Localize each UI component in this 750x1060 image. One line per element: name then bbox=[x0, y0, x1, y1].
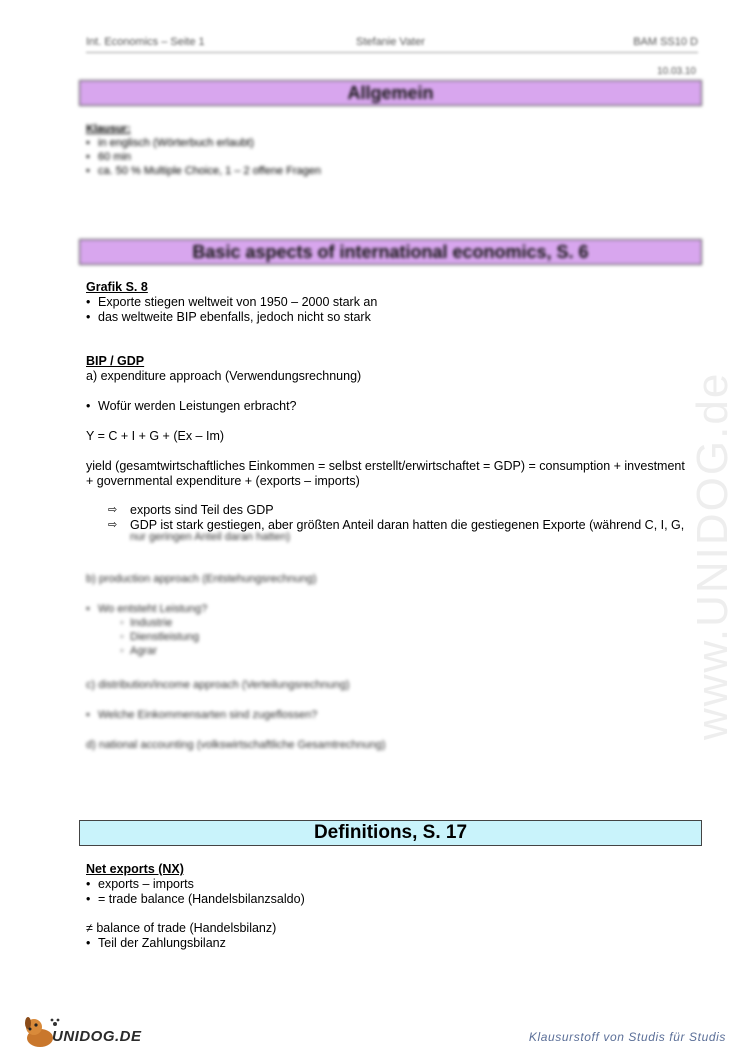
section-title-allgemein: Allgemein bbox=[79, 80, 702, 106]
sub-item: ◦ Agrar bbox=[86, 644, 386, 658]
section-title-definitions: Definitions, S. 17 bbox=[79, 820, 702, 846]
arrow-item: ⇨ GDP ist stark gestiegen, aber größten Anteil daran hatten die gestiegenen Exporte (während C, I, G, bbox=[86, 518, 685, 533]
header-date: 10.03.10 bbox=[657, 66, 696, 77]
logo-text: UNIDOG.DE bbox=[52, 1028, 142, 1045]
grafik-block bbox=[86, 280, 377, 325]
list-item: • Welche Einkommensarten sind zugeflossen? bbox=[86, 708, 386, 722]
klausur-heading: Klausur: bbox=[86, 123, 131, 135]
expenditure-approach: a) expenditure approach (Verwendungsrechnung) bbox=[86, 369, 362, 383]
header-left: Int. Economics – Seite 1 bbox=[86, 36, 205, 48]
footer-tagline: Klausurstoff von Studis für Studis bbox=[528, 1030, 726, 1044]
section-title-basic-aspects: Basic aspects of international economics, S. 6 bbox=[79, 239, 702, 265]
yield-line: yield (gesamtwirtschaftliches Einkommen = selbst erstellt/erwirtschaftet = GDP) = consumption + investment bbox=[86, 459, 685, 473]
yield-line-continued: + governmental expenditure + (exports – imports) bbox=[86, 474, 360, 488]
list-item: • Teil der Zahlungsbilanz bbox=[86, 936, 305, 951]
bip-block bbox=[86, 354, 685, 533]
blurred-block bbox=[86, 572, 386, 752]
list-item: • das weltweite BIP ebenfalls, jedoch nicht so stark bbox=[86, 310, 377, 325]
list-item: • exports – imports bbox=[86, 877, 305, 892]
list-item: • ca. 50 % Multiple Choice, 1 – 2 offene Fragen bbox=[86, 164, 321, 178]
gdp-formula: Y = C + I + G + (Ex – Im) bbox=[86, 429, 225, 443]
list-item: • 60 min bbox=[86, 150, 321, 164]
bip-heading: BIP / GDP bbox=[86, 354, 145, 368]
production-approach: b) production approach (Entstehungsrechnung) bbox=[86, 573, 317, 585]
unidog-logo[interactable] bbox=[22, 1014, 162, 1050]
header-right: BAM SS10 D bbox=[633, 36, 698, 48]
header-divider bbox=[86, 52, 698, 53]
list-item: • Exporte stiegen weltweit von 1950 – 2000 stark an bbox=[86, 295, 377, 310]
arrow-item: ⇨ exports sind Teil des GDP bbox=[86, 503, 685, 518]
arrow-item-continued: nur geringen Anteil daran hatten) bbox=[130, 531, 291, 543]
watermark: www.UNIDOG.de bbox=[688, 371, 737, 740]
grafik-heading: Grafik S. 8 bbox=[86, 280, 148, 294]
list-item: • in englisch (Wörterbuch erlaubt) bbox=[86, 136, 321, 150]
balance-of-trade: ≠ balance of trade (Handelsbilanz) bbox=[86, 921, 277, 935]
allgemein-block bbox=[86, 122, 321, 178]
national-accounting: d) national accounting (volkswirtschaftliche Gesamtrechnung) bbox=[86, 739, 386, 751]
sub-item: ◦ Dienstleistung bbox=[86, 630, 386, 644]
net-exports-heading: Net exports (NX) bbox=[86, 862, 184, 876]
list-item: • Wofür werden Leistungen erbracht? bbox=[86, 399, 685, 414]
header-author: Stefanie Vater bbox=[356, 36, 425, 48]
list-item: • Wo entsteht Leistung? bbox=[86, 602, 386, 616]
page-header bbox=[86, 36, 698, 50]
list-item: • = trade balance (Handelsbilanzsaldo) bbox=[86, 892, 305, 907]
distribution-approach: c) distribution/income approach (Verteilungsrechnung) bbox=[86, 679, 350, 691]
definitions-block bbox=[86, 862, 305, 951]
sub-item: ◦ Industrie bbox=[86, 616, 386, 630]
